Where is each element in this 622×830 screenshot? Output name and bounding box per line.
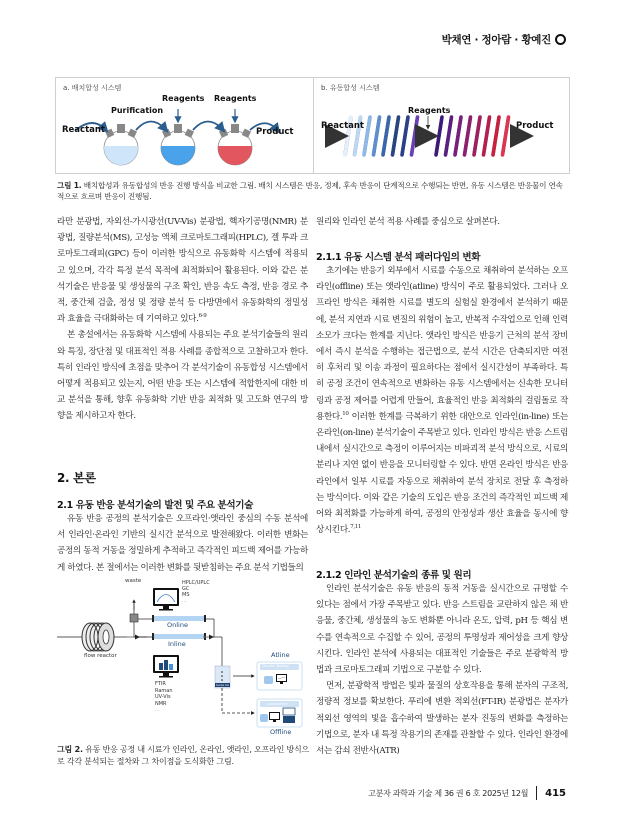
label-laboratory: Laboratory [267, 701, 288, 706]
right-para-1b-text: 이러한 한계를 극복하기 위한 대안으로 인라인(in-line) 또는 온라인(on-line) 분석기술이 주목받고 있다. 인라인 방식은 반응 스트림 내에서 실시간으로 측정이 이루어지는 비파괴적 분석 방식으로, 시료의 분리나 지연 없이 반응을 모니터링할 수 있다. 반면 온라인 방식은 반응 라인에서 일부 시료를 자동으로 채취하여 분석 장치로 전달 후 측정하는 방식이다. 이와 같은 기술의 도입은 반응 조건의 즉각적인 피드백 제어와 최적화를 가능하게 하여, 공정의 안정성과 생산 효율을 동시에 향상시킨다. [316, 411, 568, 536]
coil-turn-a-6 [402, 117, 408, 155]
inline-cell [154, 634, 204, 639]
figure-1-graphic [56, 78, 569, 173]
authors: 박채연 · 정아람 · 황예진 [441, 34, 551, 46]
instrument-nmr: NMR [155, 700, 167, 707]
flask-2-liquid [161, 146, 195, 166]
coil-turn-b-3 [465, 117, 471, 155]
right-para-2: 인라인 분석기술은 유동 반응의 동적 거동을 실시간으로 규명할 수 있다는 점에서 가장 주목받고 있다. 반응 스트림을 교란하지 않은 채 반응물, 중간체, 생성물의 농도 변화뿐 아니라 온도, 압력, pH 등 핵심 변수를 연속적으로 수집할 수 있어, 공정의 투명성과 제어성을 크게 향상시킨다. 인라인 분석에 사용되는 대표적인 기술들은 주로 분광학적 방법과 크로마토그래피 기법으로 구분할 수 있다. [316, 584, 568, 676]
coil-turn-a-5 [393, 117, 399, 155]
right-para-1-text: 초기에는 반응기 외부에서 시료를 수동으로 채취하여 분석하는 오프라인(offline) 또는 앳라인(atline) 방식이 주로 활용되었다. 그러나 오프라인 방식은 채취한 시료를 별도의 실험실 환경에서 분석하기 때문에, 분석 지연과 시료 변질의 위험이 높고, 반복적 수작업으로 인해 인력 소모가 크다는 한계를 지닌다. 앳라인 방식은 반응기 근처의 분석 장비에서 즉시 분석을 수행하는 접근법으로, 분석 시간은 단축되지만 여전히 후처리 및 이송 과정이 필요하다는 점에서 실시간성이 부족하다. 특히 공정 조건이 연속적으로 변화하는 유동 시스템에서는 신속한 모니터링과 공정 제어를 어렵게 만들어, 효율적인 반응 최적화의 걸림돌로 작용한다. [316, 266, 568, 422]
coil-turn-a-4 [383, 117, 389, 155]
label-b-reagents: Reagents [408, 106, 451, 115]
right-para-3: 먼저, 분광학적 방법은 빛과 물질의 상호작용을 통해 분자의 구조적, 정량적 정보를 확보한다. 푸리에 변환 적외선(FT-IR) 분광법은 분자가 적외선 영역의 빛을 흡수하여 발생하는 분자 진동의 변화를 측정하는 기법으로, 분자 내 특정 작용기의 존재를 관찰할 수 있다. 인라인 환경에서는 감쇠 전반사(ATR) [316, 681, 568, 757]
label-a-purification: Purification [111, 106, 164, 115]
flask-3 [218, 124, 252, 166]
arrow-transfer [193, 122, 223, 131]
label-a-reagents-2: Reagents [214, 94, 257, 103]
arrow-purification [136, 122, 166, 131]
flask-2 [161, 124, 195, 166]
ref-6-9: 6-9 [198, 313, 207, 320]
flask-1 [104, 124, 138, 166]
coil-turn-a-2 [364, 117, 370, 155]
coil-turn-b-7 [503, 117, 509, 155]
coil-turn-b-6 [493, 117, 499, 155]
flow-reactor-coil [82, 623, 114, 651]
figure-2-caption-label: 그림 2. [57, 745, 83, 754]
label-b-reactant: Reactant [321, 121, 364, 131]
label-atline: Atline [271, 651, 290, 659]
right-column-2 [316, 581, 568, 759]
label-onsite-testing: On-site Testing [262, 664, 289, 668]
footer [368, 786, 566, 800]
online-instrument-list [182, 580, 210, 604]
coil-turn-b-2 [455, 117, 461, 155]
right-para-0: 원리와 인라인 분석 적용 사례를 중심으로 살펴본다. [316, 217, 500, 227]
coil-turn-a-7 [412, 117, 418, 155]
figure-2-caption [57, 744, 312, 768]
section-2-1-heading: 2.1 유동 반응 분석기술의 발전 및 주요 분석기술 [57, 500, 253, 511]
inline-monitor-icon [153, 655, 179, 678]
instrument-hplc: HPLC/UPLC [182, 580, 210, 586]
right-para-1 [316, 263, 568, 538]
right-column-intro [316, 214, 568, 230]
label-sample-vial: Sample Vial [216, 683, 229, 687]
figure-2 [57, 578, 312, 736]
coil-turn-b-1 [446, 117, 452, 155]
label-b-product: Product [516, 121, 554, 131]
figure-1-caption-text: 배치합성과 유동합성의 반응 진행 방식을 비교한 그림. 배치 시스템은 반응, 정제, 후속 반응이 단계적으로 수행되는 반면, 유동 시스템은 반응물이 연속적으로 흐르며 반응이 진행됨. [57, 181, 563, 201]
author-line [442, 32, 566, 47]
label-flow-reactor: flow reactor [84, 653, 117, 659]
section-2-heading: 2. 본론 [57, 471, 96, 485]
flask-1-liquid [104, 146, 138, 166]
figure-2-graphic [57, 588, 312, 736]
label-waste: waste [125, 578, 142, 584]
left-para-1 [57, 214, 308, 327]
ref-10: 10 [342, 410, 349, 417]
figure-2-caption-text: 유동 반응 공정 내 시료가 인라인, 온라인, 앳라인, 오프라인 방식으로 각각 분석되는 절차와 그 차이점을 도식화한 그림. [57, 745, 310, 766]
coil-turn-b-0 [436, 117, 442, 155]
coil-turn-a-3 [374, 117, 380, 155]
flask-3-liquid [218, 146, 252, 166]
figure-1 [55, 77, 570, 174]
instrument-raman: Raman [155, 687, 173, 694]
instrument-gc: GC [182, 586, 190, 592]
coil-turn-b-5 [484, 117, 490, 155]
label-a-product: Product [256, 127, 294, 137]
figure-1-caption-label: 그림 1. [57, 181, 82, 190]
valve-icon [130, 614, 138, 622]
instrument-online-more: ... [182, 598, 187, 604]
label-offline: Offline [270, 728, 292, 736]
panel-b-label: b. 유동합성 시스템 [321, 84, 380, 92]
footer-divider [536, 786, 537, 800]
coil-turn-b-4 [474, 117, 480, 155]
left-para-2: 본 총설에서는 유동화학 시스템에 사용되는 주요 분석기술들의 원리와 특징, 장단점 및 대표적인 적용 사례를 종합적으로 고찰하고자 한다. 특히 인라인 방식에 초점을 맞추어 각 분석기술이 유동합성 시스템에서 어떻게 적용되고 있는지, 어떤 반응 또는 시스템에 적합한지에 대한 비교 분석을 통해, 향후 유동화학 기반 반응 최적화 및 고도화 연구의 방향을 제시하고자 한다. [57, 330, 308, 422]
left-para-1-text: 라만 분광법, 자외선-가시광선(UV-Vis) 분광법, 핵자기공명(NMR) 분광법, 질량분석(MS), 고성능 액체 크로마토그래피(HPLC), 겔 투과 크로마토그래피(GPC) 등이 이러한 방식으로 유동화학 시스템에 적용되고 있으며, 각각 특정 분석 목적에 최적화되어 활용된다. 이와 같은 분석기술은 반응물 및 생성물의 구조 확인, 반응 속도 측정, 반응 경로 추적, 중간체 검출, 정성 및 정량 분석 등 다방면에서 유동화학의 정밀성과 효율을 극대화하는 데 기여하고 있다. [57, 217, 308, 325]
arrow-offline [222, 688, 254, 713]
inline-instrument-list [155, 681, 173, 714]
section-2-1-1-heading: 2.1.1 유동 시스템 분석 패러다임의 변화 [316, 252, 481, 263]
left-column-2 [57, 511, 308, 576]
ring-icon [555, 34, 566, 45]
left-column [57, 214, 308, 425]
instrument-uvvis: UV-Vis [155, 694, 171, 700]
ref-7-11: 7,11 [350, 524, 362, 531]
instrument-ftir: FTIR [155, 681, 166, 687]
label-a-reactant: Reactant [62, 125, 105, 135]
instrument-inline-more: ... [155, 707, 160, 713]
page-number: 415 [545, 787, 566, 799]
figure-1-caption [57, 180, 569, 202]
label-online: Online [167, 621, 188, 629]
instrument-ms: MS [182, 592, 190, 598]
label-inline: Inline [168, 640, 186, 648]
online-monitor-icon [153, 588, 179, 611]
left-para-3: 유동 반응 공정의 분석기술은 오프라인·앳라인 중심의 수동 분석에서 인라인·온라인 기반의 실시간 분석으로 발전해왔다. 이러한 변화는 공정의 동적 거동을 정밀하게 추적하고 즉각적인 피드백 제어를 가능하게 하였다. 본 절에서는 이러한 변화를 뒷받침하는 주요 분석 기법들의 [57, 514, 308, 573]
right-column-1 [316, 263, 568, 538]
label-a-reagents-1: Reagents [162, 94, 205, 103]
section-2-1-2-heading: 2.1.2 인라인 분석기술의 종류 및 원리 [316, 570, 472, 581]
journal-info: 고분자 과학과 기술 제 36 권 6 호 2025년 12월 [368, 788, 529, 798]
panel-a-label: a. 배치합성 시스템 [63, 84, 122, 92]
